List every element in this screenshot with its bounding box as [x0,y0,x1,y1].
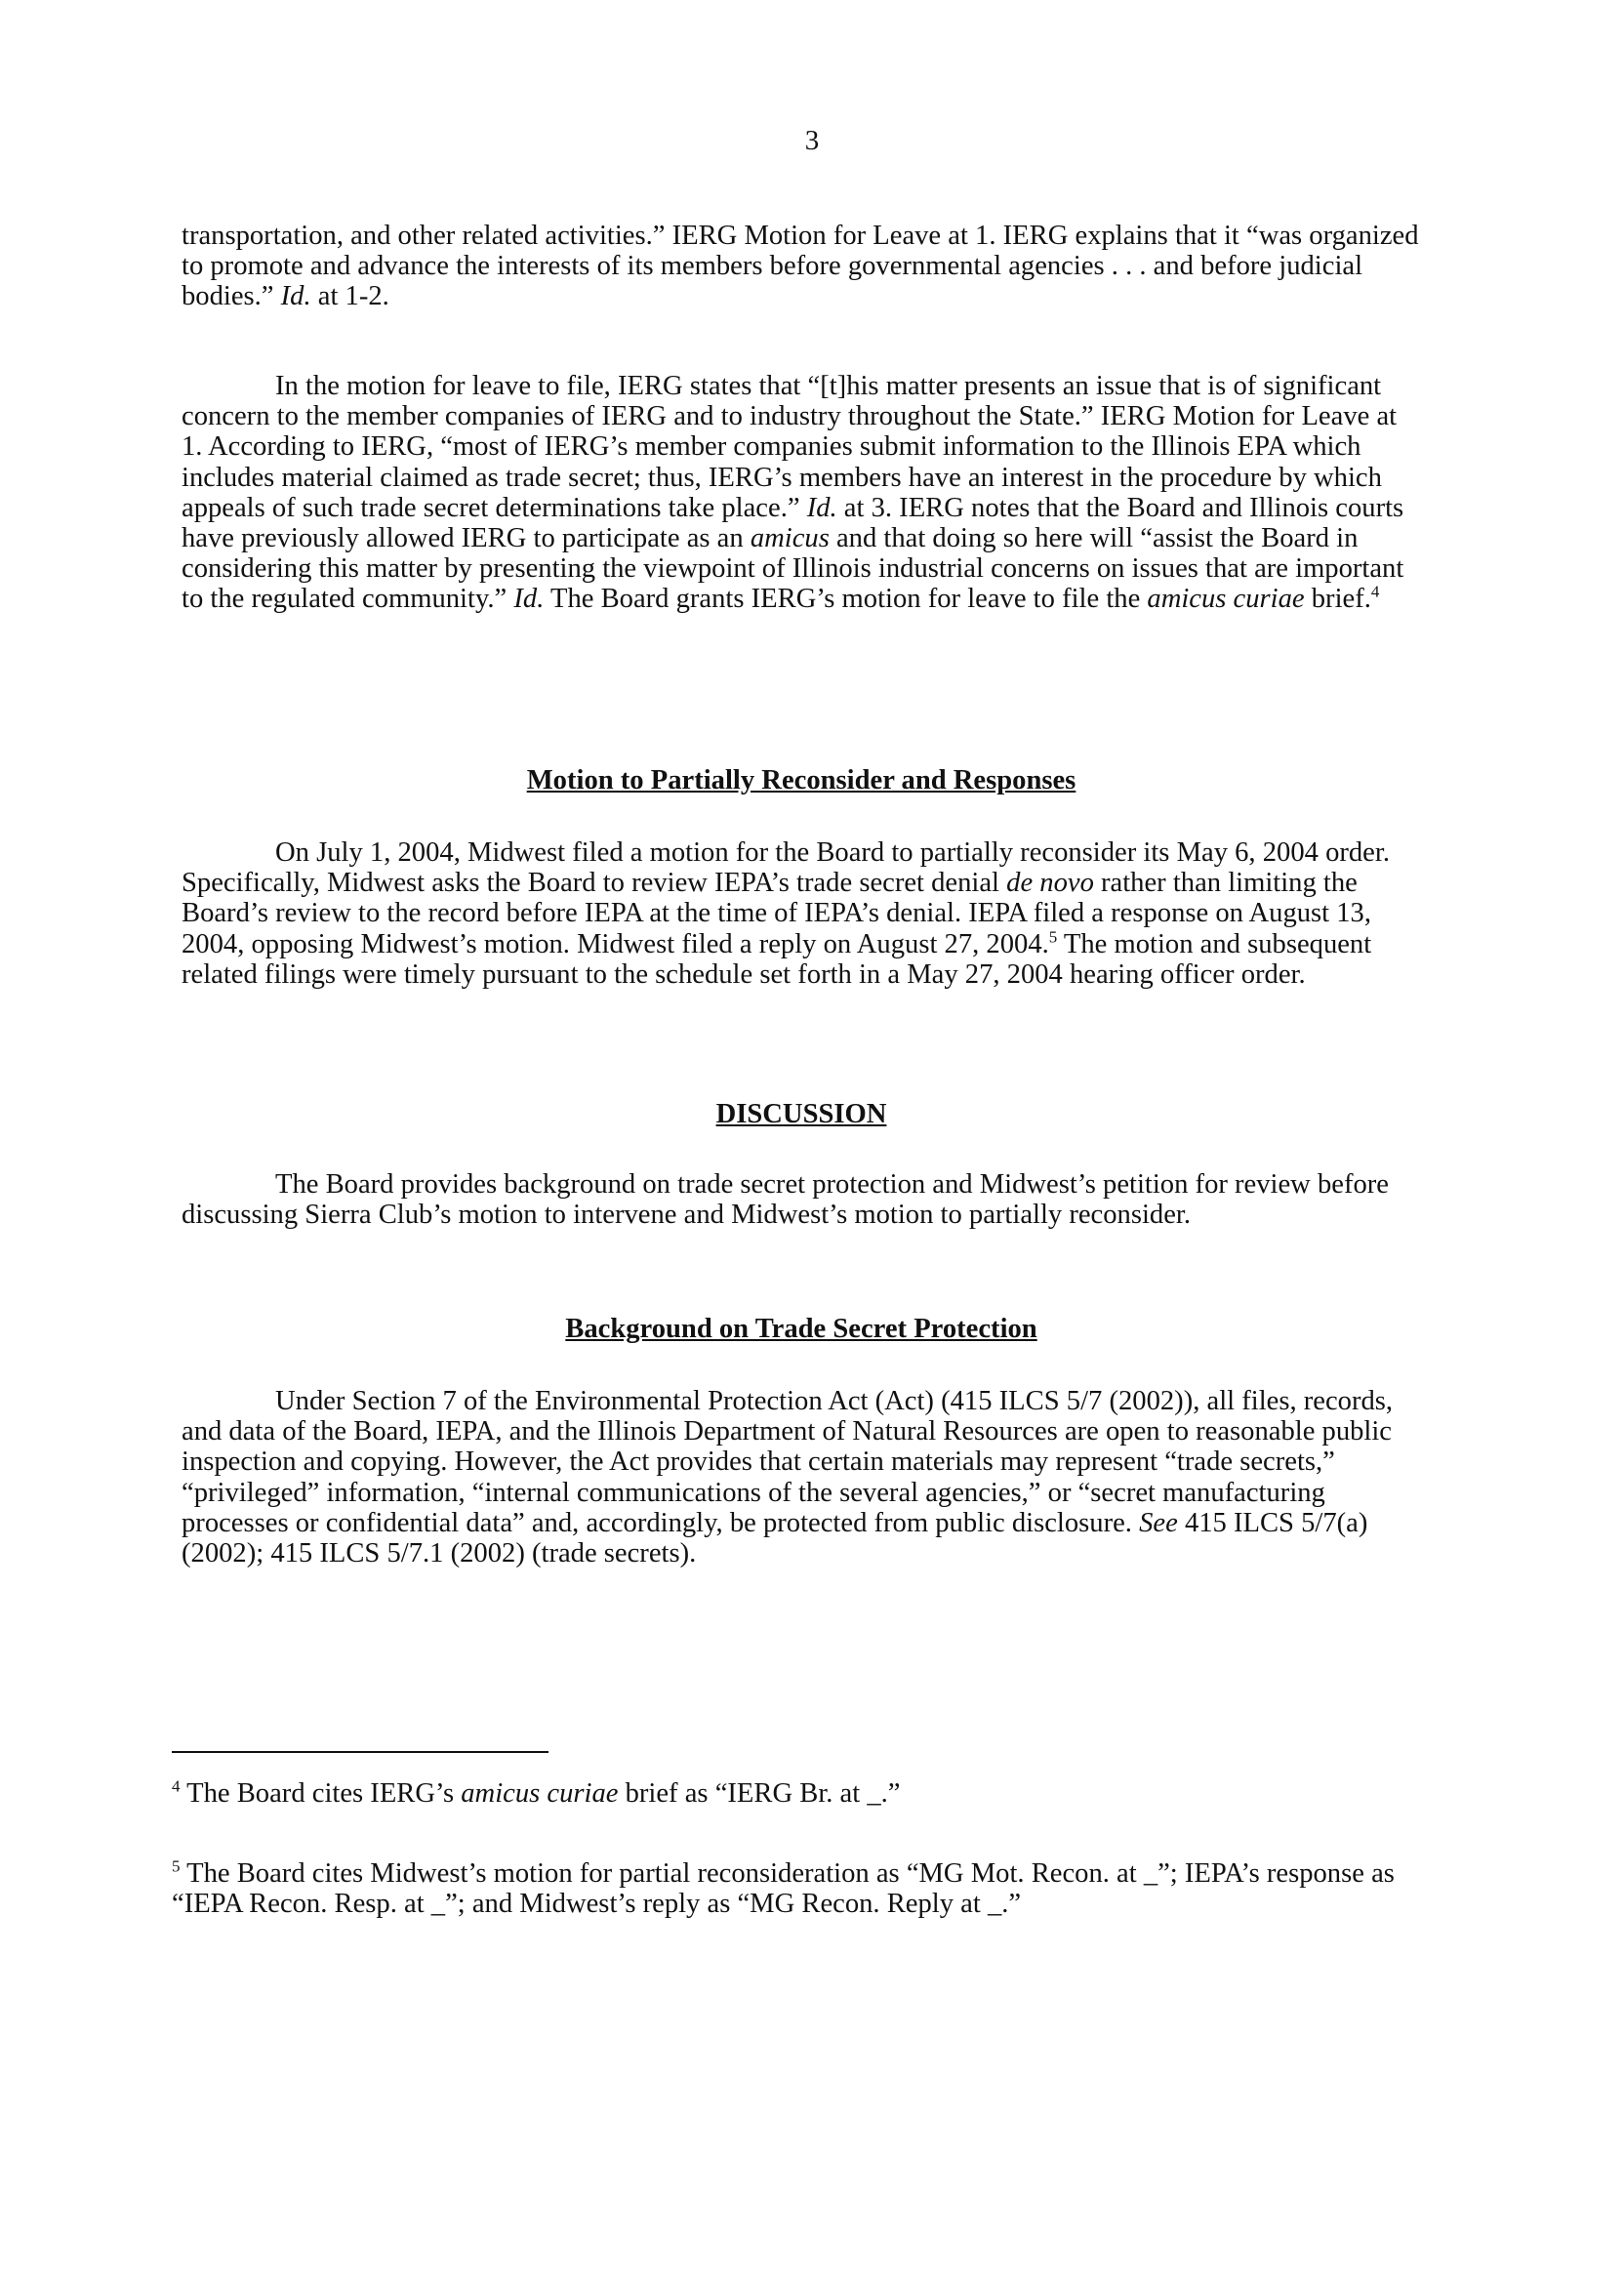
paragraph-text: brief. [1304,584,1371,615]
citation-id: Id. [806,492,837,523]
paragraph-text: 415 ILCS 5/7(a) (2002); 415 ILCS 5/7.1 (2002) (trade secrets). [182,1507,1368,1569]
footnote-4 [172,1778,1421,1809]
italic-term-amicus-curiae: amicus curiae [1147,584,1305,615]
paragraph-trade-secret-background [182,1386,1421,1569]
footnote-number: 5 [172,1856,181,1876]
citation-id: Id. [280,281,311,312]
footnote-reference: 5 [1048,927,1058,947]
citation-id: Id. [513,584,545,615]
paragraph-text: at 3. IERG notes that the Board and Illinois courts have previously allowed IERG to participate as an [182,492,1404,554]
footnote-text: The Board cites IERG’s [180,1778,462,1809]
paragraph-text: at 1-2. [310,281,389,312]
paragraph-text: Under Section 7 of the Environmental Protection Act (Act) (415 ILCS 5/7 (2002)), all files, records, and data of the Board, IEPA, and the Illinois Department of Natural Resources are open to reasonable public inspection and copying. However, the Act provides that certain materials may represent “trade secrets,” “privileged” information, “internal communications of the several agencies,” or “secret manufacturing processes or confidential data” and, accordingly, be protected from public disclosure. [182,1386,1394,1538]
paragraph-text: The Board provides background on trade secret protection and Midwest’s petition for review before discussing Sierra Club’s motion to intervene and Midwest’s motion to partially reconsider. [182,1169,1389,1231]
italic-term-amicus-curiae: amicus curiae [461,1778,619,1809]
footnote-number: 4 [172,1776,181,1796]
footnote-reference: 4 [1370,582,1380,601]
paragraph-text: On July 1, 2004, Midwest filed a motion for the Board to partially reconsider its May 6, 2004 order. Specifically, Midwest asks the Board to review IEPA’s trade secret denial [182,837,1390,899]
section-heading-motion-to-reconsider: Motion to Partially Reconsider and Responses [526,765,1076,795]
paragraph-motion-to-reconsider [182,837,1421,990]
section-heading-trade-secret-background: Background on Trade Secret Protection [565,1314,1037,1344]
paragraph-text: In the motion for leave to file, IERG states that “[t]his matter presents an issue that is of significant concern to the member companies of IERG and to industry throughout the State.” IERG Motion for Leave at 1. According to IERG, “most of IERG’s member companies submit information to the Illinois EPA which includes material claimed as trade secret; thus, IERG’s members have an interest in the procedure by which appeals of such trade secret determinations take place.” [182,371,1398,523]
paragraph-ierg-organization [182,221,1421,312]
paragraph-text: The Board grants IERG’s motion for leave to file the [544,584,1148,615]
paragraph-text: transportation, and other related activities.” IERG Motion for Leave at 1. IERG explains that it “was organized to promote and advance the interests of its members before governmental agencies . . . and before judicial bodies.” [182,221,1419,312]
paragraph-text: rather than limiting the Board’s review to the record before IEPA at the time of IEPA’s denial. IEPA filed a response on August 13, 2004, opposing Midwest’s motion. Midwest filed a reply on August 27, 2004. [182,868,1371,959]
page-number: 3 [804,125,820,156]
italic-term-amicus: amicus [750,523,830,554]
footnote-5 [172,1858,1421,1919]
footnote-separator [172,1751,548,1753]
italic-term-de-novo: de novo [1006,868,1094,899]
paragraph-discussion-intro [182,1169,1421,1230]
paragraph-text: and that doing so here will “assist the Board in considering this matter by presenting the viewpoint of Illinois industrial concerns on issues that are important to the regulated community.” [182,523,1404,615]
paragraph-ierg-motion [182,371,1421,615]
italic-signal-see: See [1139,1507,1178,1538]
footnote-text: The Board cites Midwest’s motion for partial reconsideration as “MG Mot. Recon. at _”; IEPA’s response as “IEPA Recon. Resp. at _”; and Midwest’s reply as “MG Recon. Reply at _.” [172,1858,1395,1920]
paragraph-text: The motion and subsequent related filings were timely pursuant to the schedule set forth in a May 27, 2004 hearing officer order. [182,928,1372,990]
section-heading-discussion: DISCUSSION [715,1099,887,1129]
footnote-text: brief as “IERG Br. at _.” [618,1778,901,1809]
